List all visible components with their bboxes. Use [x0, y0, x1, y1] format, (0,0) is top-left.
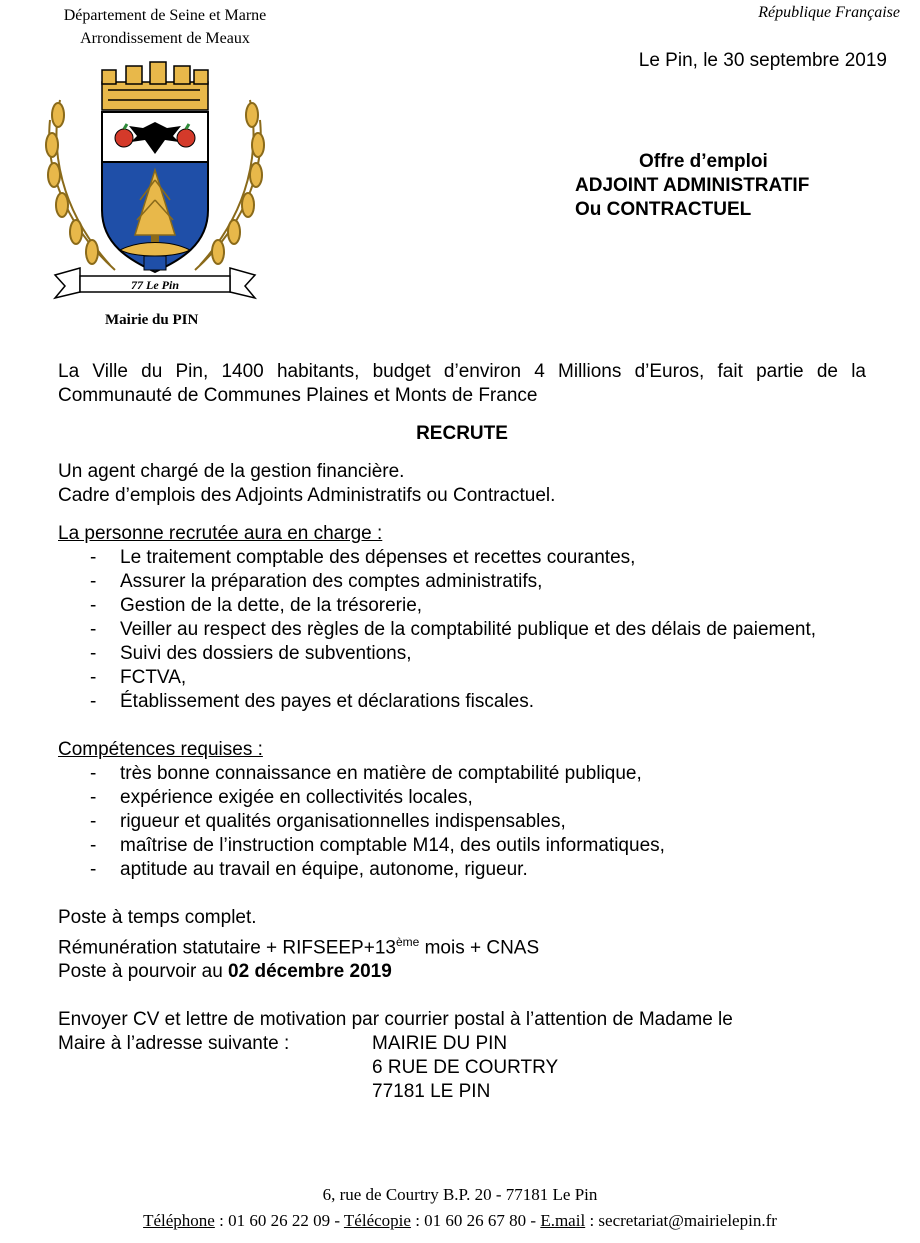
email-label: E.mail	[540, 1211, 586, 1230]
agent-line-2: Cadre d’emplois des Adjoints Administratifs ou Contractuel.	[58, 485, 556, 506]
telephone-label: Téléphone	[143, 1211, 215, 1230]
fax-number: : 01 60 26 67 80 -	[410, 1211, 541, 1230]
superscript: ème	[395, 935, 420, 949]
footer-contacts	[0, 1208, 920, 1234]
duties-list	[58, 546, 866, 714]
list-item: - rigueur et qualités organisationnelles indispensables,	[58, 810, 866, 834]
intro-paragraph: La Ville du Pin, 1400 habitants, budget d’environ 4 Millions d’Euros, fait partie de la Communauté de Communes Plaines et Monts de France	[58, 361, 866, 406]
start-date: 02 décembre 2019	[228, 961, 392, 983]
postal-address	[372, 1032, 558, 1104]
arrondissement-label: Arrondissement de Meaux	[80, 30, 250, 47]
offer-title	[575, 150, 809, 222]
agent-line-1: Un agent chargé de la gestion financière.	[58, 461, 405, 482]
list-item: - très bonne connaissance en matière de comptabilité publique,	[58, 762, 866, 786]
list-item: - Veiller au respect des règles de la comptabilité publique et des délais de paiement,	[58, 618, 866, 642]
crest-banner-text: 77 Le Pin	[131, 278, 179, 292]
duties-heading: La personne recrutée aura en charge :	[58, 523, 383, 544]
conditions-line-2	[58, 930, 866, 960]
list-item: - Gestion de la dette, de la trésorerie,	[58, 594, 866, 618]
conditions-line-1: Poste à temps complet.	[58, 907, 257, 928]
conditions-line-3	[58, 960, 866, 984]
letter-body	[58, 360, 866, 1104]
letter-date: Le Pin, le 30 septembre 2019	[638, 50, 887, 71]
coat-of-arms	[40, 60, 270, 310]
list-item: - aptitude au travail en équipe, autonome, rigueur.	[58, 858, 866, 882]
offer-line-2: ADJOINT ADMINISTRATIF	[575, 175, 810, 196]
start-label: Poste à pourvoir au	[58, 961, 229, 983]
telephone-number: : 01 60 26 22 09 -	[214, 1211, 344, 1230]
list-item: - Établissement des payes et déclarations fiscales.	[58, 690, 866, 714]
skills-list	[58, 762, 866, 882]
salary-text: Rémunération statutaire + RIFSEEP+13	[58, 937, 396, 959]
list-item: - expérience exigée en collectivités locales,	[58, 786, 866, 810]
list-item: - Assurer la préparation des comptes administratifs,	[58, 570, 866, 594]
republic-label: République Française	[758, 4, 900, 21]
list-item: - FCTVA,	[58, 666, 866, 690]
application-text: Envoyer CV et lettre de motivation par courrier postal à l’attention de Madame le	[58, 1009, 733, 1031]
email-address: : secretariat@mairielepin.fr	[585, 1211, 777, 1230]
address-line: MAIRIE DU PIN	[372, 1033, 508, 1055]
address-line: 6 RUE DE COURTRY	[372, 1057, 559, 1079]
offer-line-3: Ou CONTRACTUEL	[575, 199, 752, 220]
skills-heading: Compétences requises :	[58, 739, 263, 760]
application-address-block	[58, 1032, 866, 1104]
footer-address: 6, rue de Courtry B.P. 20 - 77181 Le Pin	[322, 1185, 598, 1204]
department-label: Département de Seine et Marne	[63, 7, 267, 24]
application-text-2: Maire à l’adresse suivante :	[58, 1033, 290, 1055]
letterhead	[0, 4, 330, 50]
address-line: 77181 LE PIN	[372, 1081, 491, 1103]
salary-text-end: mois + CNAS	[419, 937, 540, 959]
list-item: - Suivi des dossiers de subventions,	[58, 642, 866, 666]
list-item: - maîtrise de l’instruction comptable M14, des outils informatiques,	[58, 834, 866, 858]
coat-of-arms-icon	[40, 60, 270, 310]
offer-line-1: Offre d’emploi	[639, 151, 768, 172]
fax-label: Télécopie	[343, 1211, 411, 1230]
list-item: - Le traitement comptable des dépenses et recettes courantes,	[58, 546, 866, 570]
recrute-heading: RECRUTE	[416, 423, 508, 444]
crest-caption: Mairie du PIN	[105, 312, 199, 328]
footer	[0, 1182, 920, 1234]
